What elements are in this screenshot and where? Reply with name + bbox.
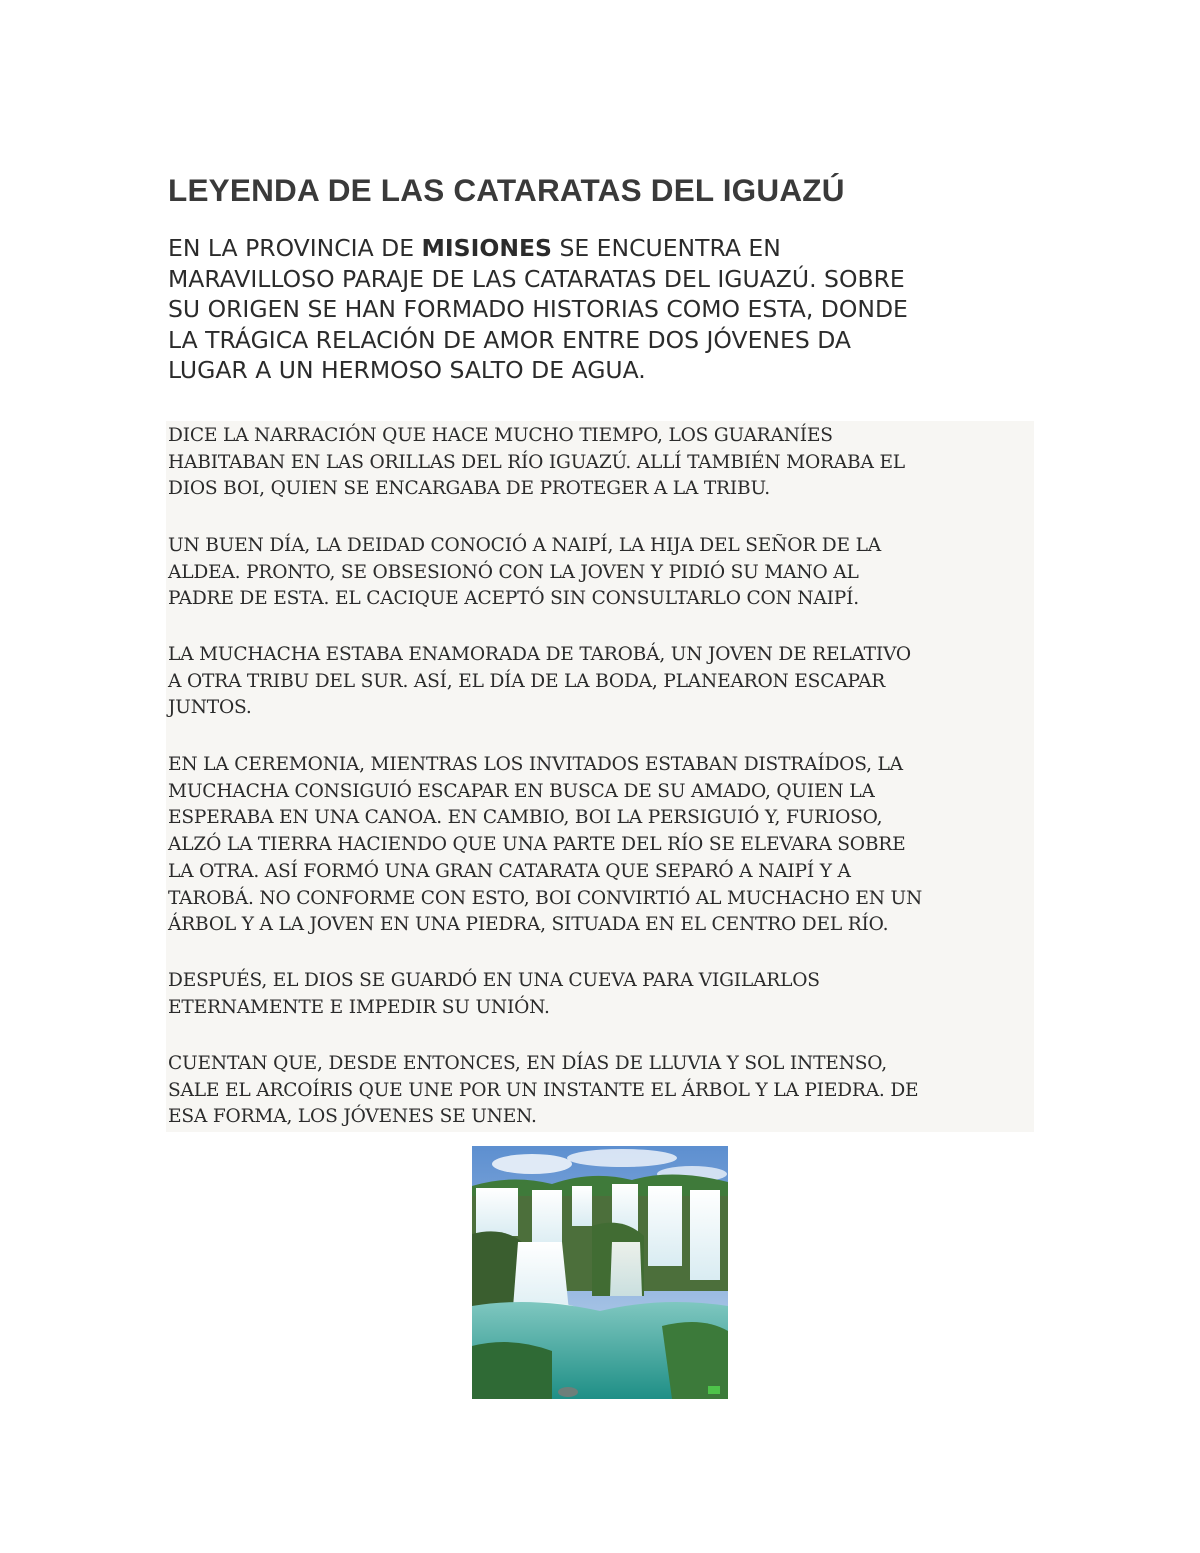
story-paragraph-2	[168, 533, 881, 613]
intro-line: LA TRÁGICA RELACIÓN DE AMOR ENTRE DOS JÓVENES DA	[168, 325, 852, 354]
story-line: LA MUCHACHA ESTABA ENAMORADA DE TAROBÁ, UN JOVEN DE RELATIVO	[168, 644, 911, 665]
story-line: TAROBÁ. NO CONFORME CON ESTO, BOI CONVIRTIÓ AL MUCHACHO EN UN	[168, 887, 923, 909]
intro-line: SU ORIGEN SE HAN FORMADO HISTORIAS COMO ESTA, DONDE	[168, 295, 908, 324]
story-section	[166, 421, 1034, 1132]
story-line: LA OTRA. ASÍ FORMÓ UNA GRAN CATARATA QUE SEPARÓ A NAIPÍ Y A	[168, 860, 851, 882]
intro-paragraph	[168, 233, 1048, 386]
story-line: ESA FORMA, LOS JÓVENES SE UNEN.	[168, 1106, 537, 1128]
story-paragraph-5	[168, 968, 820, 1021]
story-line: A OTRA TRIBU DEL SUR. ASÍ, EL DÍA DE LA BODA, PLANEARON ESCAPAR	[168, 670, 886, 692]
story-paragraph-4	[168, 752, 922, 939]
story-line: SALE EL ARCOÍRIS QUE UNE POR UN INSTANTE EL ÁRBOL Y LA PIEDRA. DE	[168, 1079, 919, 1101]
story-line: UN BUEN DÍA, LA DEIDAD CONOCIÓ A NAIPÍ, LA HIJA DEL SEÑOR DE LA	[168, 535, 881, 556]
story-line: DESPUÉS, EL DIOS SE GUARDÓ EN UNA CUEVA PARA VIGILARLOS	[168, 970, 820, 991]
story-line: ESPERABA EN UNA CANOA. EN CAMBIO, BOI LA PERSIGUIÓ Y, FURIOSO,	[168, 807, 883, 829]
intro-bold-text: MISIONES	[421, 234, 552, 262]
story-line: MUCHACHA CONSIGUIÓ ESCAPAR EN BUSCA DE SU AMADO, QUIEN LA	[168, 780, 875, 802]
story-line: ALDEA. PRONTO, SE OBSESIONÓ CON LA JOVEN Y PIDIÓ SU MANO AL	[168, 561, 859, 583]
story-line: JUNTOS.	[168, 697, 252, 719]
story-line: ETERNAMENTE E IMPEDIR SU UNIÓN.	[168, 996, 550, 1018]
story-paragraph-3	[168, 642, 911, 722]
story-line: DIOS BOI, QUIEN SE ENCARGABA DE PROTEGER A LA TRIBU.	[168, 478, 770, 500]
intro-line: MARAVILLOSO PARAJE DE LAS CATARATAS DEL IGUAZÚ. SOBRE	[168, 264, 905, 293]
waterfall-photo	[472, 1146, 728, 1399]
story-line: PADRE DE ESTA. EL CACIQUE ACEPTÓ SIN CONSULTARLO CON NAIPÍ.	[168, 588, 859, 610]
story-paragraph-6	[168, 1051, 918, 1131]
story-line: ÁRBOL Y A LA JOVEN EN UNA PIEDRA, SITUADA EN EL CENTRO DEL RÍO.	[168, 914, 889, 936]
story-paragraph-1	[168, 423, 905, 503]
story-line: HABITABAN EN LAS ORILLAS DEL RÍO IGUAZÚ. ALLÍ TAMBIÉN MORABA EL	[168, 451, 905, 473]
story-line: EN LA CEREMONIA, MIENTRAS LOS INVITADOS ESTABAN DISTRAÍDOS, LA	[168, 754, 903, 775]
intro-text: SE ENCUENTRA EN	[551, 234, 781, 262]
intro-line: LUGAR A UN HERMOSO SALTO DE AGUA.	[168, 356, 646, 385]
intro-text: EN LA PROVINCIA DE	[168, 234, 422, 262]
story-line: ALZÓ LA TIERRA HACIENDO QUE UNA PARTE DEL RÍO SE ELEVARA SOBRE	[168, 834, 906, 856]
story-line: CUENTAN QUE, DESDE ENTONCES, EN DÍAS DE LLUVIA Y SOL INTENSO,	[168, 1053, 887, 1074]
story-line: DICE LA NARRACIÓN QUE HACE MUCHO TIEMPO, LOS GUARANÍES	[168, 425, 833, 446]
intro-line	[168, 233, 1048, 264]
page-title: LEYENDA DE LAS CATARATAS DEL IGUAZÚ	[168, 172, 845, 208]
